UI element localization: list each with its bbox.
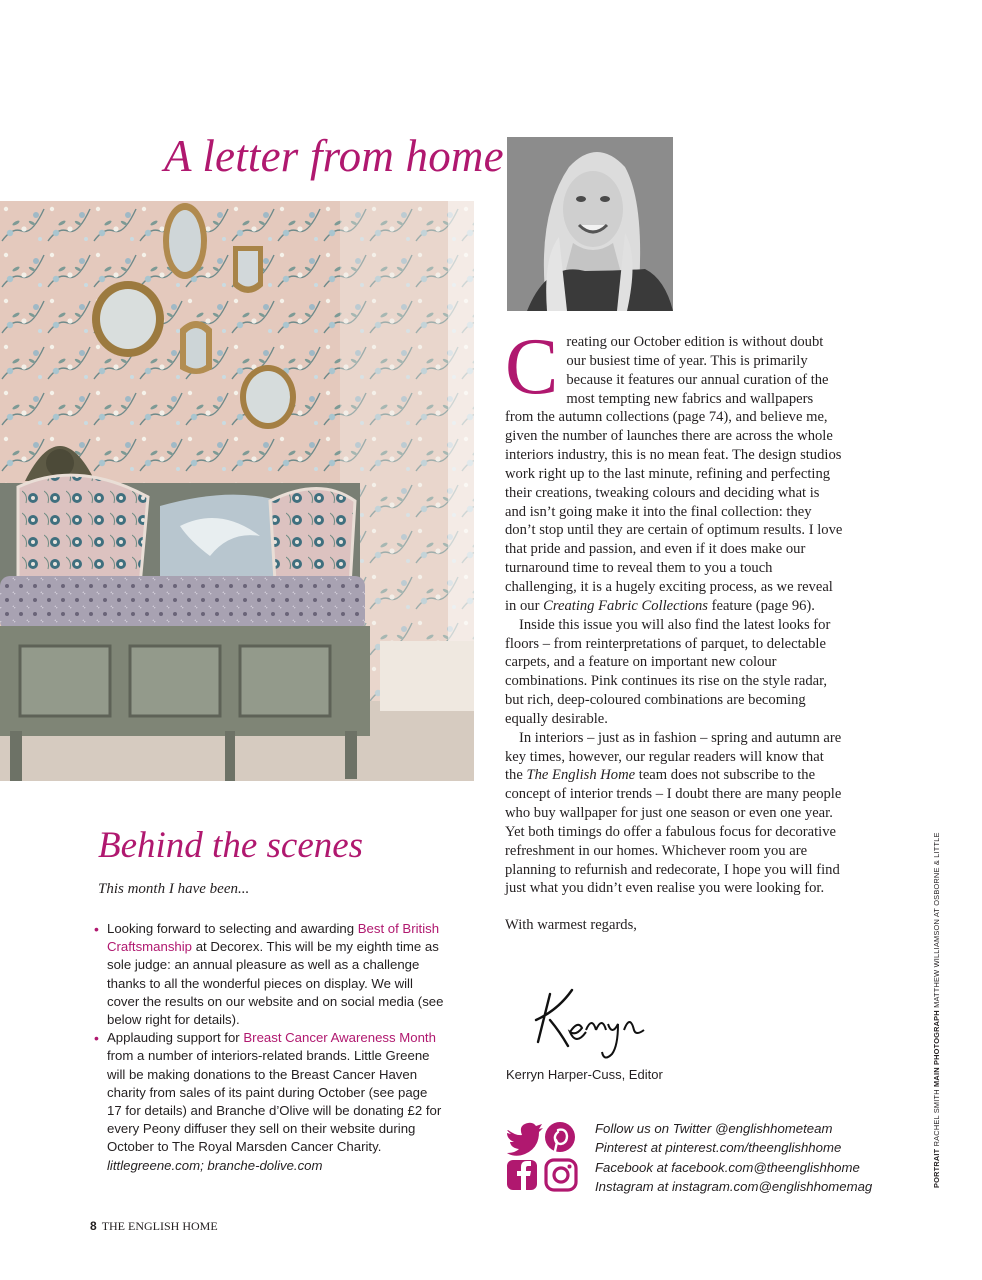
page-footer <box>90 1219 218 1234</box>
editor-portrait <box>507 137 673 311</box>
letter-paragraph-2: Inside this issue you will also find the latest looks for floors – from reinterpretations of parquet, to delectable carpets, and a feature on important new colour combinations. Pink continues its rise on the style radar, but rich, deep-coloured combinations are becoming equally desirable. <box>505 616 831 727</box>
editor-signature <box>528 980 658 1064</box>
pinterest-link[interactable]: Pinterest at pinterest.com/theenglishhome <box>595 1140 842 1156</box>
behind-the-scenes-title: Behind the scenes <box>98 825 364 866</box>
pinterest-icon[interactable] <box>545 1122 575 1152</box>
twitter-icon[interactable] <box>507 1123 543 1156</box>
letter-paragraph-1: Creating our October edition is without doubt our busiest time of year. This is primarily because it features our annual curation of the most tempting new fabrics and wallpapers from the autumn collections (page 74), and believe me, given the number of launches there are across the whole interiors industry, this is no mean feat. The design studios work right up to the last minute, refining and perfecting their creations, tweaking colours and deciding what is and isn’t going make it into the final collection: they don’t stop until they are certain of optimum results. I love that pride and passion, and even if it does make our turnaround time to reveal them to you a touch challenging, it is a hugely exciting process, as we reveal in our Creating Fabric Collections feature (page 96). <box>505 323 843 614</box>
editor-name: Kerryn Harper-Cuss, Editor <box>506 1067 663 1082</box>
decorex-highlight: Best of British Craftsmanship <box>107 921 440 955</box>
websites-link[interactable]: littlegreene.com; branche-dolive.com <box>107 1157 323 1173</box>
facebook-icon[interactable] <box>507 1160 537 1190</box>
facebook-link[interactable]: Facebook at facebook.com@theenglishhome <box>595 1159 860 1175</box>
page-title: A letter from home <box>164 131 504 181</box>
main-photograph <box>0 201 474 781</box>
behind-the-scenes-subtitle: This month I have been... <box>98 881 250 897</box>
instagram-icon[interactable] <box>546 1160 576 1190</box>
social-links <box>595 1119 872 1196</box>
behind-the-scenes-list <box>94 920 444 1175</box>
list-item: • Looking forward to selecting and awarding Best of British Craftsmanship at Decorex. This will be my eighth time as sole judge: an annual pleasure as well as a challenge thanks to all the wonderful pieces on display. We will cover the results on our website and on social media (see below right for details). <box>94 920 444 1029</box>
social-icons <box>506 1122 582 1194</box>
sign-off: With warmest regards, <box>505 917 637 934</box>
page-number: 8 <box>90 1219 97 1233</box>
instagram-link[interactable]: Instagram at instagram.com@englishhomemag <box>595 1178 873 1194</box>
photo-credits: PORTRAIT RACHEL SMITH MAIN PHOTOGRAPH MATTHEW WILLIAMSON AT OSBORNE & LITTLE <box>932 832 941 1188</box>
breast-cancer-highlight: Breast Cancer Awareness Month <box>243 1030 436 1046</box>
twitter-link[interactable]: Follow us on Twitter @englishhometeam <box>595 1121 833 1136</box>
magazine-name: THE ENGLISH HOME <box>101 1219 218 1233</box>
editor-letter <box>505 323 844 935</box>
drop-cap: C <box>505 323 559 411</box>
list-item: • Applauding support for Breast Cancer Awareness Month from a number of interiors-related brands. Little Greene will be making donations to the Breast Cancer Haven charity from sales of its paint during October (see page 17 for details) and Branche d’Olive will be donating £2 for every Peony diffuser they sell on their website during October to The Royal Marsden Cancer Charity. littlegreene.com; branche-dolive.com <box>94 1029 444 1175</box>
letter-paragraph-3: In interiors – just as in fashion – spring and autumn are key times, however, our regular readers will know that the The English Home team does not subscribe to the concept of interior trends – I doubt there are many people who buy wallpaper for just one season or even one year. Yet both timings do offer a fabulous focus for decorative refreshment in our homes. Whichever room you are planning to refurnish and redecorate, I hope you will find just what you didn’t even realise you were looking for. <box>505 729 842 897</box>
